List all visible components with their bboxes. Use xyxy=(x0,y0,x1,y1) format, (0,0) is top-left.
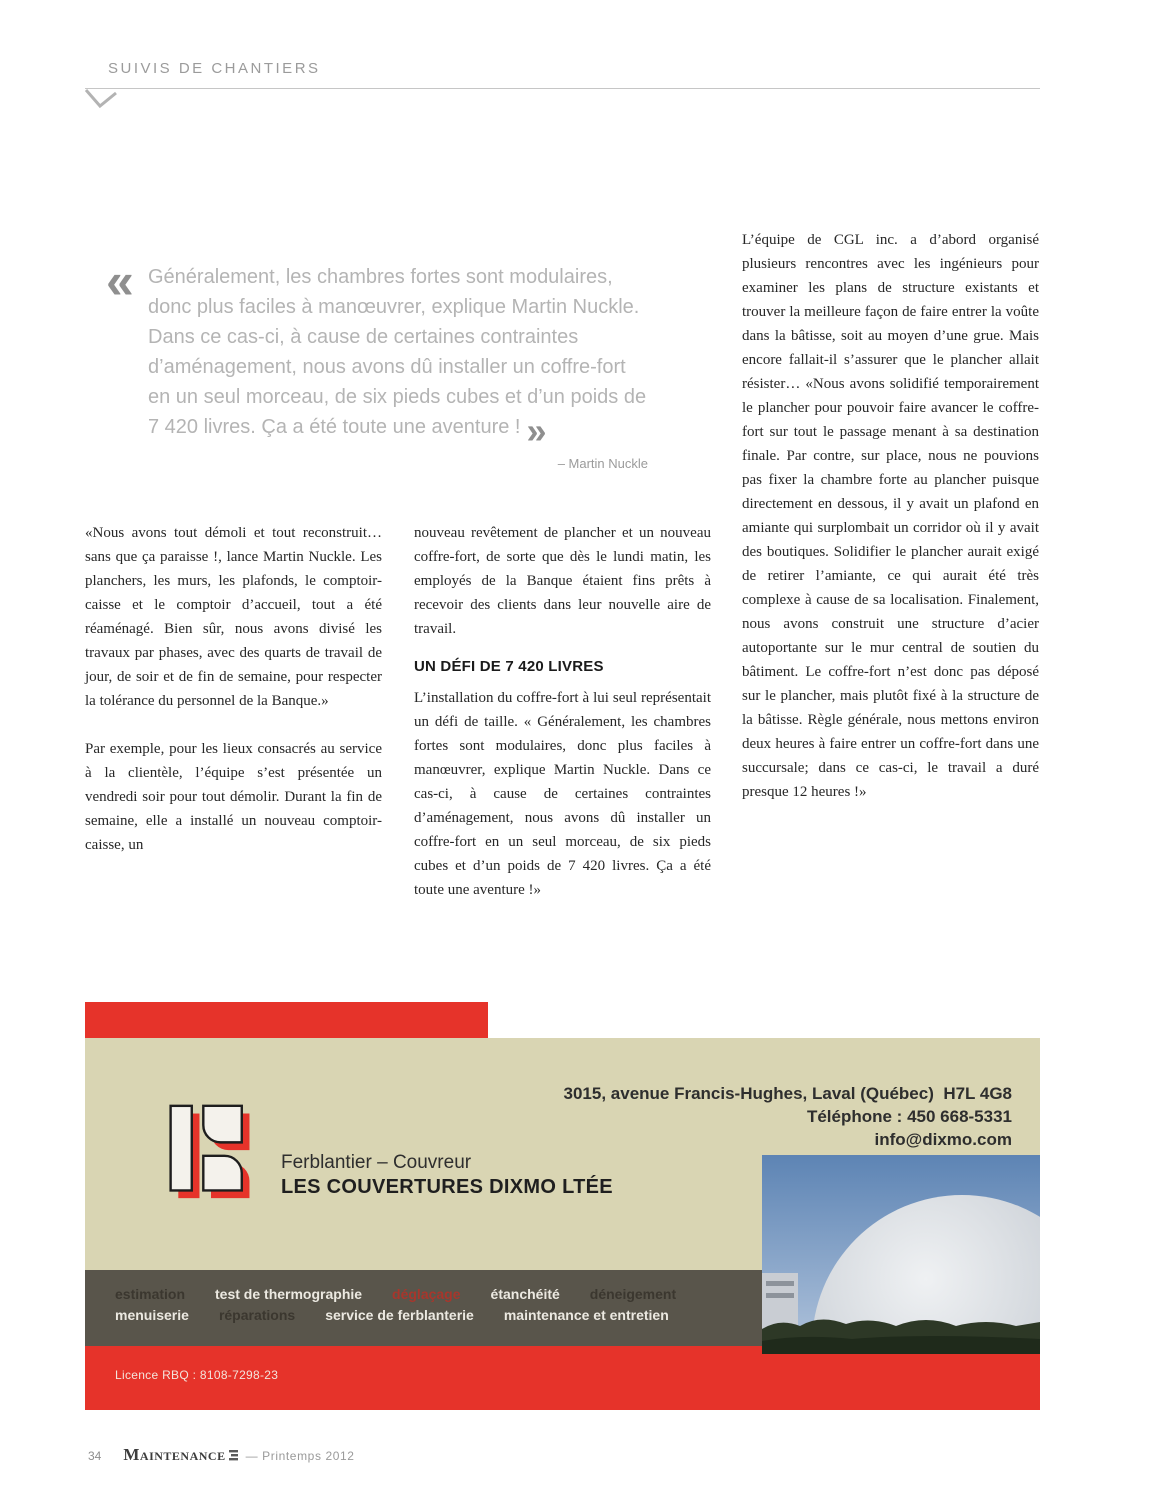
ad-phone: Téléphone : 450 668-5331 xyxy=(806,1107,1012,1126)
ad-company-block xyxy=(281,1152,613,1199)
header-rule xyxy=(85,88,1040,89)
service-item: service de ferblanterie xyxy=(325,1307,474,1323)
dixmo-logo xyxy=(161,1098,261,1206)
ad-licence-bar xyxy=(85,1346,1040,1410)
page-number: 34 xyxy=(88,1449,102,1463)
magazine-title: Maintenance xyxy=(123,1445,226,1464)
service-item: maintenance et entretien xyxy=(503,1307,669,1323)
chevron-down-icon xyxy=(85,89,119,111)
issue-label: — Printemps 2012 xyxy=(245,1449,355,1463)
service-item: déglaçage xyxy=(392,1286,461,1302)
pull-quote-text xyxy=(148,262,648,451)
article-column-3 xyxy=(742,228,1039,804)
service-item: menuiserie xyxy=(115,1307,189,1323)
service-item: déneigement xyxy=(589,1286,677,1302)
pull-quote xyxy=(106,253,648,471)
paragraph: «Nous avons tout démoli et tout reconstruit… sans que ça paraisse !, lance Martin Nuckle. Les planchers, les murs, les plafonds, le comptoir-caisse et le comptoir d’accueil, tout a été réaménagé. Bien sûr, nous avons divisé les travaux par phases, avec des quarts de travail de jour, de soir et de fin de semaine, pour respecter la tolérance du personnel de la Banque.» xyxy=(85,525,382,709)
ad-address: 3015, avenue Francis-Hughes, Laval (Québec) H7L 4G8 xyxy=(563,1084,1012,1103)
article-column-2 xyxy=(414,521,711,902)
open-quote-icon: « xyxy=(106,253,134,309)
article-column-1 xyxy=(85,521,382,857)
dome-photo xyxy=(762,1155,1040,1354)
service-item: estimation xyxy=(115,1286,186,1302)
paragraph: L’installation du coffre-fort à lui seul représentait un défi de taille. « Généralement, les chambres fortes sont modulaires, donc plus faciles à manœuvrer, explique Martin Nuckle. Dans ce cas-ci, à cause de certaines contraintes d’aménagement, nous avons dû installer un coffre-fort en un seul morceau, de six pieds cubes et d’un poids de 7 420 livres. Ça a été toute une aventure !» xyxy=(414,690,711,898)
paragraph: Par exemple, pour les lieux consacrés au service à la clientèle, l’équipe s’est présentée un vendredi soir pour tout démolir. Durant la fin de semaine, elle a installé un nouveau comptoir-caisse, un xyxy=(85,741,382,853)
ad-licence-number: Licence RBQ : 8108-7298-23 xyxy=(115,1368,279,1382)
service-item: réparations xyxy=(218,1307,296,1323)
ad-company-name: LES COUVERTURES DIXMO LTÉE xyxy=(281,1176,613,1198)
ad-email: info@dixmo.com xyxy=(874,1130,1012,1149)
ad-red-tab xyxy=(85,1002,488,1038)
quote-attribution: – Martin Nuckle xyxy=(557,456,648,471)
pull-quote-body: Généralement, les chambres fortes sont modulaires, donc plus faciles à manœuvrer, explique Martin Nuckle. Dans ce cas-ci, à cause de certaines contraintes d’aménagement, nous avons dû installer un coffre-fort en un seul morceau, de six pieds cubes et d’un poids de 7 420 livres. Ça a été toute une aventure ! xyxy=(148,266,647,438)
ad-tagline: Ferblantier – Couvreur xyxy=(281,1152,472,1173)
paragraph: L’équipe de CGL inc. a d’abord organisé plusieurs rencontres avec les ingénieurs pour examiner les plans de structure existants et trouver la meilleure façon de faire entrer la voûte dans la bâtisse, soit au moyen d’une grue. Mais encore fallait-il s’assurer que le plancher allait résister… «Nous avons solidifié temporairement le plancher pour pouvoir faire avancer le coffre-fort sur tout le passage menant à sa destination finale. Par contre, sur place, nous ne pouvions pas fixer la chambre forte au plancher puisque directement en dessous, il y avait un plafond en amiante qui surplombait un corridor où il y avait des boutiques. Solidifier le plancher aurait exigé de retirer l’amiante, ce qui aurait été très complexe à cause de sa localisation. Finalement, nous avons construit une structure d’acier autoportante sur le mur central de soutien du bâtiment. Le coffre-fort n’est donc pas déposé sur le plancher, mais plutôt fixé à la structure de la bâtisse. Règle générale, nous mettons environ deux heures à faire entrer un coffre-fort dans une succursale; dans ce cas-ci, le travail a duré presque 12 heures !» xyxy=(742,232,1039,800)
service-item: étanchéité xyxy=(490,1286,560,1302)
ad-contact-block xyxy=(564,1082,1012,1151)
dixmo-advertisement xyxy=(85,1002,1040,1410)
paragraph: nouveau revêtement de plancher et un nouveau coffre-fort, de sorte que dès le lundi matin, les employés de la Banque étaient fins prêts à recevoir des clients dans leur nouvelle aire de travail. xyxy=(414,525,711,637)
page-footer xyxy=(88,1445,355,1465)
service-item: test de thermographie xyxy=(215,1286,363,1302)
section-header: SUIVIS DE CHANTIERS xyxy=(108,60,321,77)
close-quote-icon: » xyxy=(526,410,547,451)
section-subheading: UN DÉFI DE 7 420 LIVRES xyxy=(414,658,604,675)
maintenance-logo-icon xyxy=(229,1450,238,1461)
